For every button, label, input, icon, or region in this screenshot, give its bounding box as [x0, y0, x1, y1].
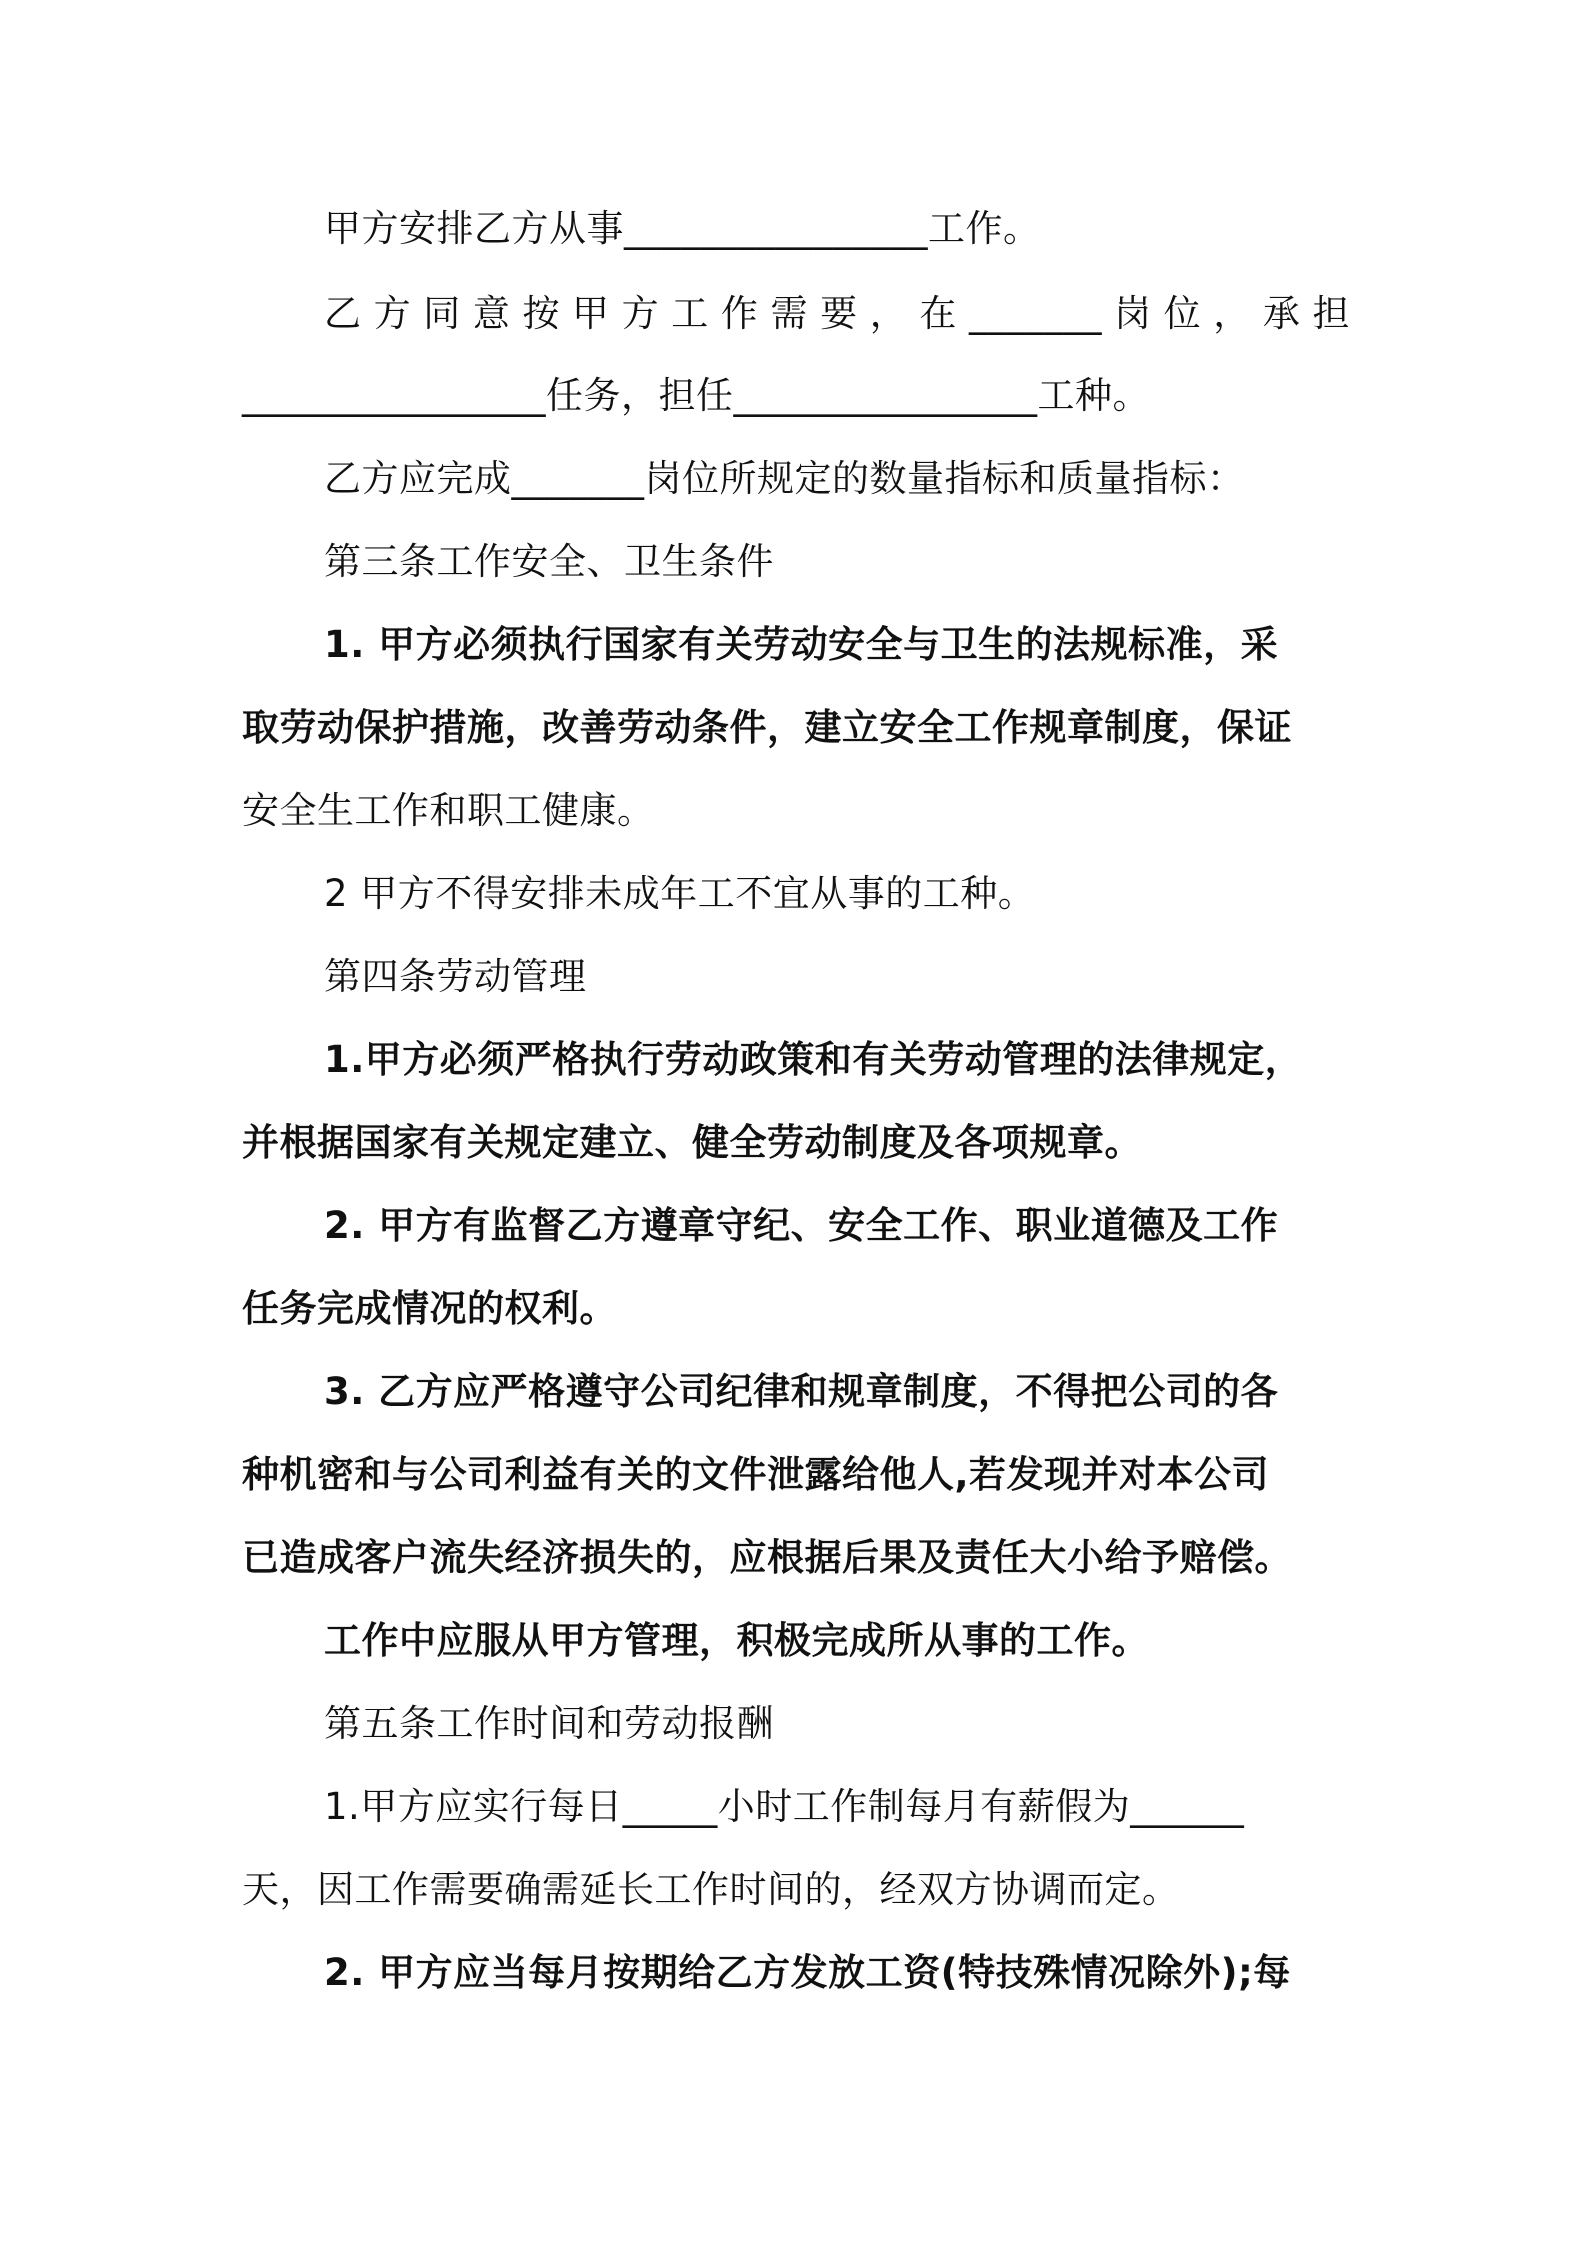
paragraph-line: 乙方应完成_______岗位所规定的数量指标和质量指标： [324, 457, 1245, 500]
section-heading: 第三条工作安全、卫生条件 [324, 540, 774, 583]
paragraph-line: 1. 甲方必须执行国家有关劳动安全与卫生的法规标准，采 [324, 623, 1279, 666]
paragraph-line: 2. 甲方应当每月按期给乙方发放工资(特技殊情况除外);每 [324, 1951, 1291, 1994]
paragraph-line: 甲方安排乙方从事________________工作。 [324, 207, 1041, 250]
paragraph-line: 并根据国家有关规定建立、健全劳动制度及各项规章。 [242, 1121, 1142, 1164]
section-heading: 第五条工作时间和劳动报酬 [324, 1702, 774, 1745]
paragraph-line: 安全生工作和职工健康。 [242, 789, 655, 832]
paragraph-line: 已造成客户流失经济损失的，应根据后果及责任大小给予赔偿。 [242, 1536, 1292, 1579]
paragraph-line: 任务完成情况的权利。 [242, 1287, 617, 1330]
paragraph-line: 2 甲方不得安排未成年工不宜从事的工种。 [324, 872, 1036, 915]
paragraph-line: 3. 乙方应严格遵守公司纪律和规章制度，不得把公司的各 [324, 1370, 1279, 1413]
paragraph-line: 1.甲方应实行每日_____小时工作制每月有薪假为______ [324, 1785, 1245, 1828]
section-heading: 第四条劳动管理 [324, 955, 587, 998]
paragraph-line: ________________任务，担任________________工种。 [242, 374, 1150, 417]
paragraph-line: 天，因工作需要确需延长工作时间的，经双方协调而定。 [242, 1868, 1180, 1911]
paragraph-line: 1.甲方必须严格执行劳动政策和有关劳动管理的法律规定， [324, 1038, 1303, 1081]
paragraph-line: 2. 甲方有监督乙方遵章守纪、安全工作、职业道德及工作 [324, 1204, 1279, 1247]
paragraph-line: 取劳动保护措施，改善劳动条件，建立安全工作规章制度，保证 [242, 706, 1292, 749]
paragraph-line: 种机密和与公司利益有关的文件泄露给他人,若发现并对本公司 [242, 1453, 1270, 1496]
paragraph-line: 乙方同意按甲方工作需要，在_______岗位，承担 [324, 292, 1350, 335]
paragraph-line: 工作中应服从甲方管理，积极完成所从事的工作。 [324, 1619, 1149, 1662]
